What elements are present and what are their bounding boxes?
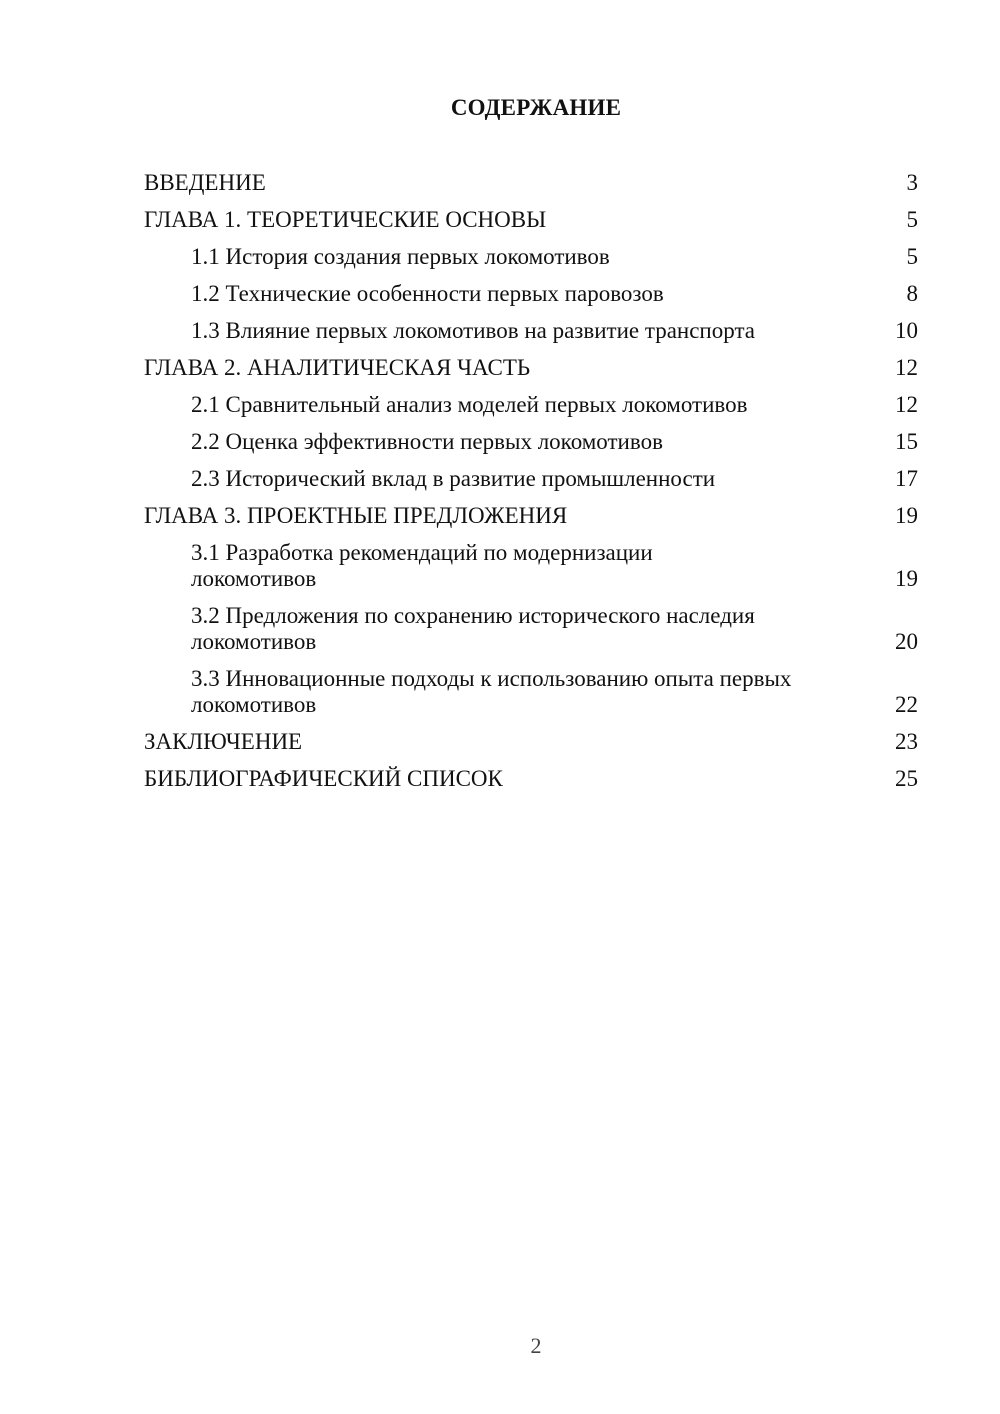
toc-entry-page: 5	[906, 207, 918, 232]
toc-entry-title: ГЛАВА 2. АНАЛИТИЧЕСКАЯ ЧАСТЬ	[144, 355, 531, 380]
page-title: СОДЕРЖАНИЕ	[450, 95, 622, 120]
toc-entry-page: 12	[895, 355, 918, 380]
toc-entry-page: 25	[895, 766, 918, 791]
toc-entry-page: 19	[895, 566, 918, 591]
toc-entry[interactable]	[144, 503, 918, 529]
toc-entry-page: 10	[895, 318, 918, 343]
toc-entry-page: 22	[895, 692, 918, 717]
toc-subentry[interactable]	[144, 429, 918, 455]
toc-entry-title: 3.2 Предложения по сохранению исторического наследия локомотивов	[191, 603, 755, 654]
toc-entry-page: 8	[906, 281, 918, 306]
toc-subentry[interactable]	[144, 281, 918, 307]
toc-entry-page: 19	[895, 503, 918, 528]
toc-entry-title: 3.3 Инновационные подходы к использованию опыта первых локомотивов	[191, 666, 792, 717]
toc-entry-title: 2.2 Оценка эффективности первых локомотивов	[191, 429, 663, 454]
toc-entry[interactable]	[144, 729, 918, 755]
table-of-contents	[144, 170, 918, 803]
page-number: 2	[530, 1333, 542, 1358]
toc-entry-page: 20	[895, 629, 918, 654]
toc-entry-title: 3.1 Разработка рекомендаций по модернизации локомотивов	[191, 540, 653, 591]
toc-entry-title: ВВЕДЕНИЕ	[144, 170, 266, 195]
toc-subentry[interactable]	[144, 603, 918, 655]
toc-entry[interactable]	[144, 355, 918, 381]
toc-entry-title: 1.2 Технические особенности первых паровозов	[191, 281, 664, 306]
toc-subentry[interactable]	[144, 666, 918, 718]
toc-subentry[interactable]	[144, 540, 918, 592]
toc-entry-page: 3	[906, 170, 918, 195]
toc-entry[interactable]	[144, 207, 918, 233]
toc-entry-page: 12	[895, 392, 918, 417]
toc-entry-title: БИБЛИОГРАФИЧЕСКИЙ СПИСОК	[144, 766, 503, 791]
toc-entry-title: 2.1 Сравнительный анализ моделей первых локомотивов	[191, 392, 748, 417]
toc-subentry[interactable]	[144, 244, 918, 270]
toc-entry-page: 15	[895, 429, 918, 454]
toc-entry-title: 1.1 История создания первых локомотивов	[191, 244, 610, 269]
toc-entry-title: 1.3 Влияние первых локомотивов на развитие транспорта	[191, 318, 755, 343]
toc-subentry[interactable]	[144, 392, 918, 418]
toc-entry[interactable]	[144, 170, 918, 196]
toc-subentry[interactable]	[144, 466, 918, 492]
toc-entry-page: 23	[895, 729, 918, 754]
toc-entry-page: 17	[895, 466, 918, 491]
toc-subentry[interactable]	[144, 318, 918, 344]
toc-entry-page: 5	[906, 244, 918, 269]
toc-entry-title: 2.3 Исторический вклад в развитие промышленности	[191, 466, 716, 491]
toc-entry-title: ГЛАВА 3. ПРОЕКТНЫЕ ПРЕДЛОЖЕНИЯ	[144, 503, 568, 528]
toc-entry-title: ГЛАВА 1. ТЕОРЕТИЧЕСКИЕ ОСНОВЫ	[144, 207, 547, 232]
toc-entry-title: ЗАКЛЮЧЕНИЕ	[144, 729, 303, 754]
toc-entry[interactable]	[144, 766, 918, 792]
